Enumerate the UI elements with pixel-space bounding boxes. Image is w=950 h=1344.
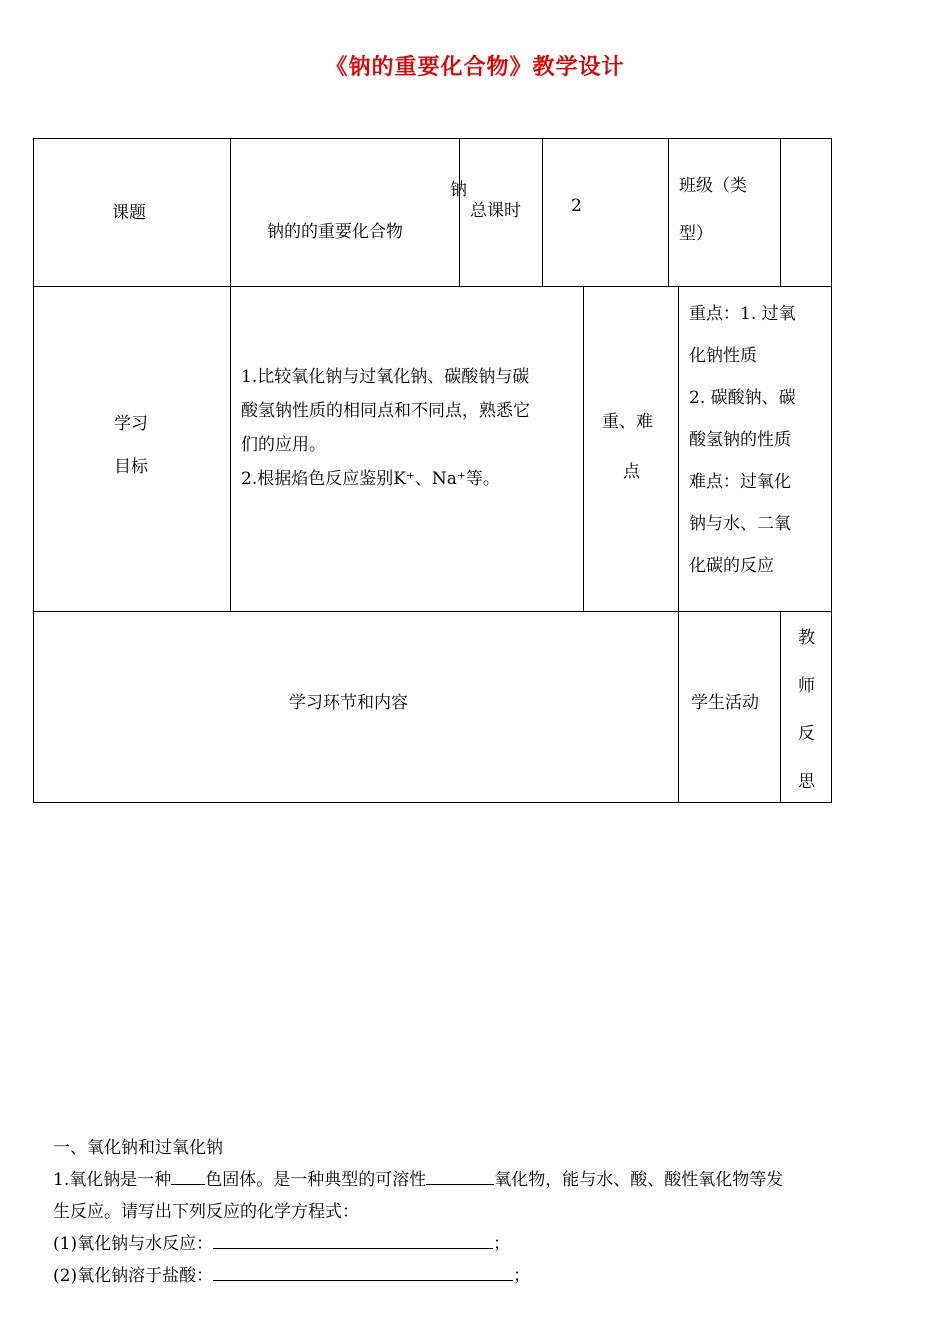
page-title: 《钠的重要化合物》教学设计 bbox=[325, 55, 625, 80]
hours-label: 总课时 bbox=[470, 201, 521, 221]
reflection-char: 教 bbox=[798, 628, 815, 648]
key-point-line: 化碳的反应 bbox=[689, 556, 774, 576]
question-line-2: 生反应。请写出下列反应的化学方程式： bbox=[53, 1202, 359, 1222]
reflection-char: 思 bbox=[798, 772, 815, 792]
key-point-line: 钠与水、二氧 bbox=[689, 514, 791, 534]
topic-value: 钠的的重要化合物 bbox=[267, 222, 403, 242]
key-label-line2: 点 bbox=[623, 462, 640, 482]
color-blank[interactable] bbox=[171, 1167, 205, 1185]
goal-label-line2: 目标 bbox=[114, 457, 148, 477]
answer-blank-2[interactable] bbox=[213, 1263, 513, 1281]
key-point-line: 重点：1. 过氧 bbox=[689, 304, 796, 324]
section-oxides bbox=[53, 1132, 903, 1292]
question-2: (2)氧化钠溶于盐酸： ； bbox=[53, 1260, 903, 1292]
question-line-1: 1.氧化钠是一种 色固体。是一种典型的可溶性 氧化物，能与水、酸、酸性氧化物等发 bbox=[53, 1164, 903, 1196]
key-point-line: 酸氢钠的性质 bbox=[689, 430, 791, 450]
key-point-line: 化钠性质 bbox=[689, 346, 757, 366]
key-label-line1: 重、难 bbox=[602, 412, 653, 432]
key-point-line: 难点：过氧化 bbox=[689, 472, 791, 492]
reflection-label bbox=[798, 614, 815, 806]
reflection-char: 反 bbox=[798, 724, 815, 744]
topic-label: 课题 bbox=[112, 203, 146, 223]
table-row-goals bbox=[33, 286, 832, 612]
table-row-content bbox=[33, 611, 832, 803]
key-points-text bbox=[689, 290, 796, 590]
section-heading: 一、氧化钠和过氧化钠 bbox=[53, 1138, 223, 1158]
question-1: (1)氧化钠与水反应： ； bbox=[53, 1228, 903, 1260]
goal-line: 1.比较氧化钠与过氧化钠、碳酸钠与碳 bbox=[241, 367, 530, 387]
goal-line: 酸氢钠性质的相同点和不同点，熟悉它 bbox=[241, 401, 530, 421]
goals-text bbox=[241, 360, 530, 496]
goal-line: 2.根据焰色反应鉴别K⁺、Na⁺等。 bbox=[241, 469, 500, 489]
content-label: 学习环节和内容 bbox=[289, 693, 408, 713]
table-row-topic bbox=[33, 138, 832, 287]
topic-stray-char: 钠 bbox=[450, 180, 467, 200]
class-type-label-line2: 型） bbox=[679, 224, 713, 244]
goal-label-line1: 学习 bbox=[114, 414, 148, 434]
goal-line: 们的应用。 bbox=[241, 435, 326, 455]
hours-value: 2 bbox=[571, 196, 582, 216]
oxide-type-blank[interactable] bbox=[426, 1167, 494, 1185]
class-type-label-line1: 班级（类 bbox=[679, 176, 747, 196]
answer-blank-1[interactable] bbox=[213, 1231, 493, 1249]
reflection-char: 师 bbox=[798, 676, 815, 696]
key-point-line: 2. 碳酸钠、碳 bbox=[689, 388, 796, 408]
activity-label: 学生活动 bbox=[691, 693, 759, 713]
